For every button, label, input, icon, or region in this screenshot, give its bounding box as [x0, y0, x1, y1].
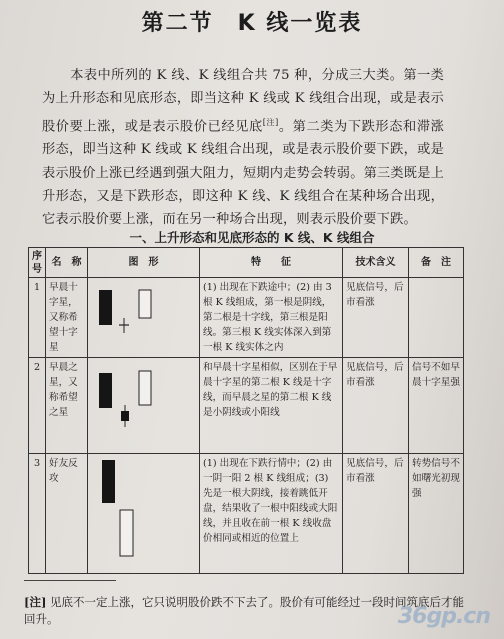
header-features: 特 征: [200, 248, 343, 278]
site-watermark: 36gp.cn: [397, 604, 490, 629]
header-seq: 序号: [29, 248, 46, 278]
candlestick-figure-morning-star: [88, 358, 198, 450]
row-meaning: 见底信号，后市看涨: [343, 454, 409, 574]
row-meaning: 见底信号，后市看涨: [343, 358, 409, 454]
row-figure: [88, 278, 200, 358]
intro-text: 本表中所列的 K 线、K 线组合共 75 种，分成三大类。第一类为上升形态和见底形态，即当这种 K 线或 K 线组合出现，或是表示股价要上涨，或是表示股价已经见底: [42, 68, 444, 134]
row-seq: 2: [29, 358, 46, 454]
candle-bearish: [99, 373, 112, 408]
row-figure: [88, 358, 200, 454]
header-name: 名 称: [46, 248, 88, 278]
row-meaning: 见底信号，后市看涨: [343, 278, 409, 358]
kline-table: [28, 247, 464, 574]
candlestick-figure-morning-doji-star: [88, 278, 198, 354]
intro-note-ref: [注]: [262, 117, 279, 127]
footnote-tag: [注]: [24, 595, 47, 609]
intro-text-rest: 。第二类为下跌形态和滞涨形态，即当这种 K 线或 K 线组合出现，或是表示股价要下跌，或是表示股价上涨已经遇到强大阻力，短期内走势会转弱。第三类既是上升形态，又是下跌形态，即这种 K 线、K 线组合在某种场合出现，它表示股价要上涨，而在另一种场合出现，则表示股价要下跌。: [42, 118, 445, 228]
row-figure: [88, 454, 200, 574]
header-remark: 备 注: [409, 248, 464, 278]
row-name: 早晨十字星，又称希望十字星: [46, 278, 88, 358]
table-title: 一、上升形态和见底形态的 K 线、K 线组合: [129, 230, 375, 245]
header-meaning: 技术含义: [343, 248, 409, 278]
candle-bullish: [139, 371, 151, 405]
row-features: (1) 出现在下跌行情中；(2) 由一阴一阳 2 根 K 线组成；(3) 先是一根大阴线，接着跳低开盘，结果收了一根中阳线或大阳线，并且收在前一根 K 线收盘价相同或相近的位置上: [200, 454, 343, 574]
candle-star-body: [121, 411, 129, 421]
table-header-row: [29, 248, 464, 278]
row-remark: 转势信号不如曙光初现强: [409, 454, 464, 574]
footnote-divider: [24, 580, 116, 581]
row-seq: 3: [29, 454, 46, 574]
row-remark: 信号不如早晨十字星强: [409, 358, 464, 454]
section-title: 第二节 K 线一览表: [141, 11, 363, 36]
footnote-text: 见底不一定上涨，它只说明股价跌不下去了。股价有可能经过一段时间筑底后才能回升。: [24, 595, 465, 626]
candle-bearish: [102, 460, 115, 503]
intro-paragraph: [42, 64, 444, 231]
table-row: [29, 278, 464, 358]
table-row: [29, 454, 464, 574]
candle-bearish: [99, 290, 112, 325]
row-name: 好友反攻: [46, 454, 88, 574]
row-seq: 1: [29, 278, 46, 358]
header-figure: 图 形: [88, 248, 200, 278]
candle-bullish: [120, 510, 133, 556]
candlestick-figure-counterattack: [88, 454, 198, 570]
row-features: (1) 出现在下跌途中；(2) 由 3 根 K 线组成，第一根是阴线，第二根是十字线，第三根是阳线。第三根 K 线实体深入到第一根 K 线实体之内: [200, 278, 343, 358]
row-remark: [409, 278, 464, 358]
row-name: 早晨之星，又称希望之星: [46, 358, 88, 454]
row-features: 和早晨十字星相似，区别在于早晨十字星的第二根 K 线是十字线，而早晨之星的第二根 K 线是小阴线或小阳线: [200, 358, 343, 454]
candle-bullish: [139, 290, 151, 318]
table-row: [29, 358, 464, 454]
